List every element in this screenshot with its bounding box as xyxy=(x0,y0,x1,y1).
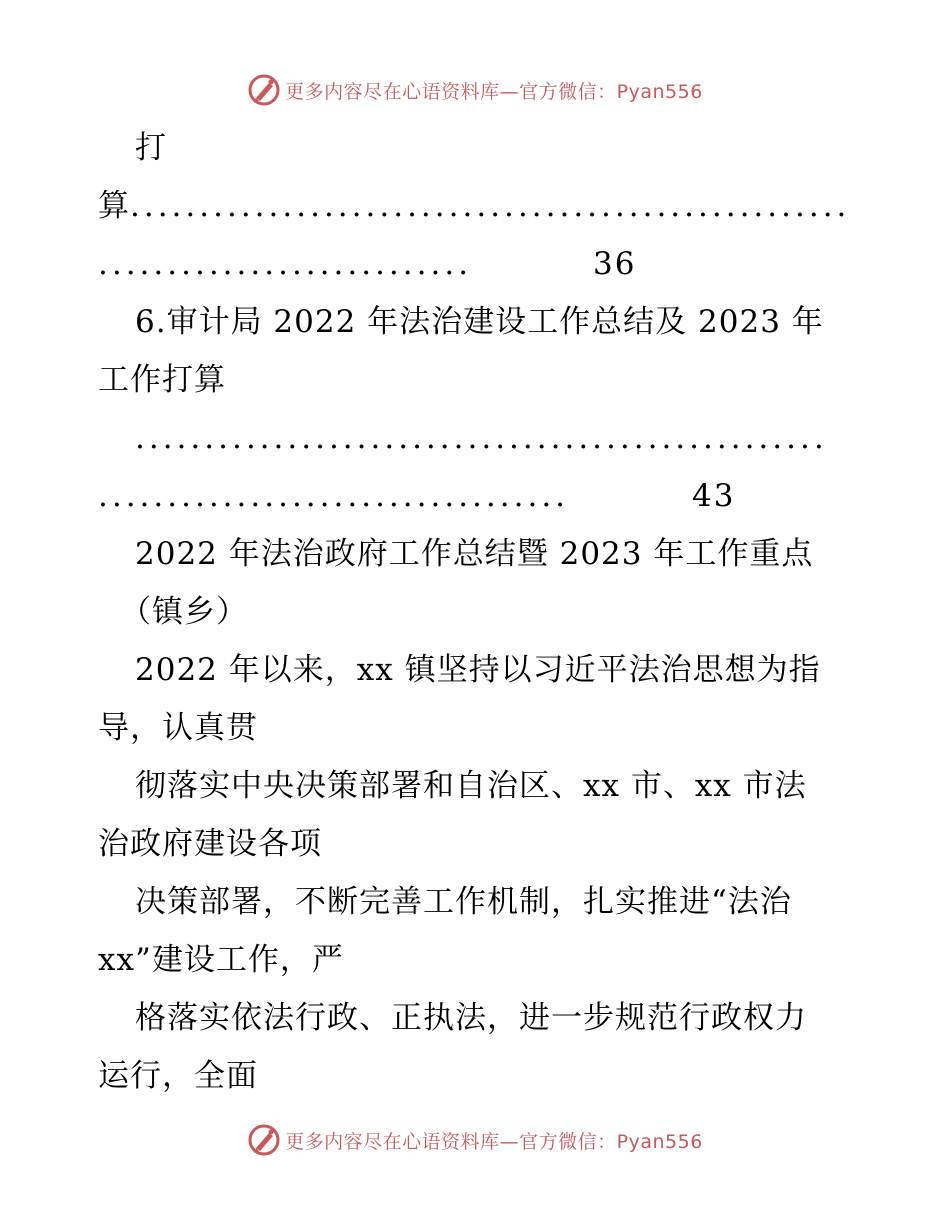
article-title-line1: 2022 年法治政府工作总结暨 2023 年工作重点 xyxy=(135,536,814,572)
pen-logo-icon xyxy=(247,1123,281,1157)
body-paragraph-line: 2022 年以来，xx 镇坚持以习近平法治思想为指 xyxy=(135,652,821,688)
toc-entry5-page-number: 36 xyxy=(593,246,637,282)
toc-entry6-leader-dots-b: .................................. xyxy=(98,478,570,514)
header-watermark xyxy=(0,70,950,110)
body-paragraph-line: 彻落实中央决策部署和自治区、xx 市、xx 市法 xyxy=(135,768,807,804)
watermark-text: 更多内容尽在心语资料库—官方微信：Pyan556 xyxy=(285,80,703,103)
toc-entry6-leader-dots-a: .................................................. xyxy=(135,420,828,456)
body-paragraph-line: 格落实依法行政、正执法，进一步规范行政权力 xyxy=(135,1000,807,1036)
body-paragraph-line: 决策部署，不断完善工作机制，扎实推进“法治 xyxy=(135,884,792,920)
body-paragraph-line: xx”建设工作，严 xyxy=(98,942,344,978)
toc-entry6-page-number: 43 xyxy=(692,478,736,514)
toc-entry5-leader-dots-a: .................................................... xyxy=(130,188,850,224)
footer-watermark xyxy=(0,1120,950,1160)
watermark-wechat-id: Pyan556 xyxy=(616,1130,703,1153)
watermark-text: 更多内容尽在心语资料库—官方微信：Pyan556 xyxy=(285,1130,703,1153)
toc-entry5-line1: 打 xyxy=(135,130,167,166)
toc-entry5-leader-dots-b: ........................... xyxy=(98,246,473,282)
body-paragraph-line: 运行，全面 xyxy=(98,1058,258,1094)
toc-entry6-title-line2: 工作打算 xyxy=(98,362,226,398)
body-paragraph-line: 治政府建设各项 xyxy=(98,826,322,862)
pen-logo-icon xyxy=(247,73,281,107)
body-paragraph-line: 导，认真贯 xyxy=(98,710,258,746)
watermark-wechat-id: Pyan556 xyxy=(616,80,703,103)
toc-entry6-title-line1: 6.审计局 2022 年法治建设工作总结及 2023 年 xyxy=(135,304,824,340)
article-title-line2: （镇乡） xyxy=(120,594,248,630)
toc-entry5-line2-start: 算 xyxy=(98,188,130,224)
